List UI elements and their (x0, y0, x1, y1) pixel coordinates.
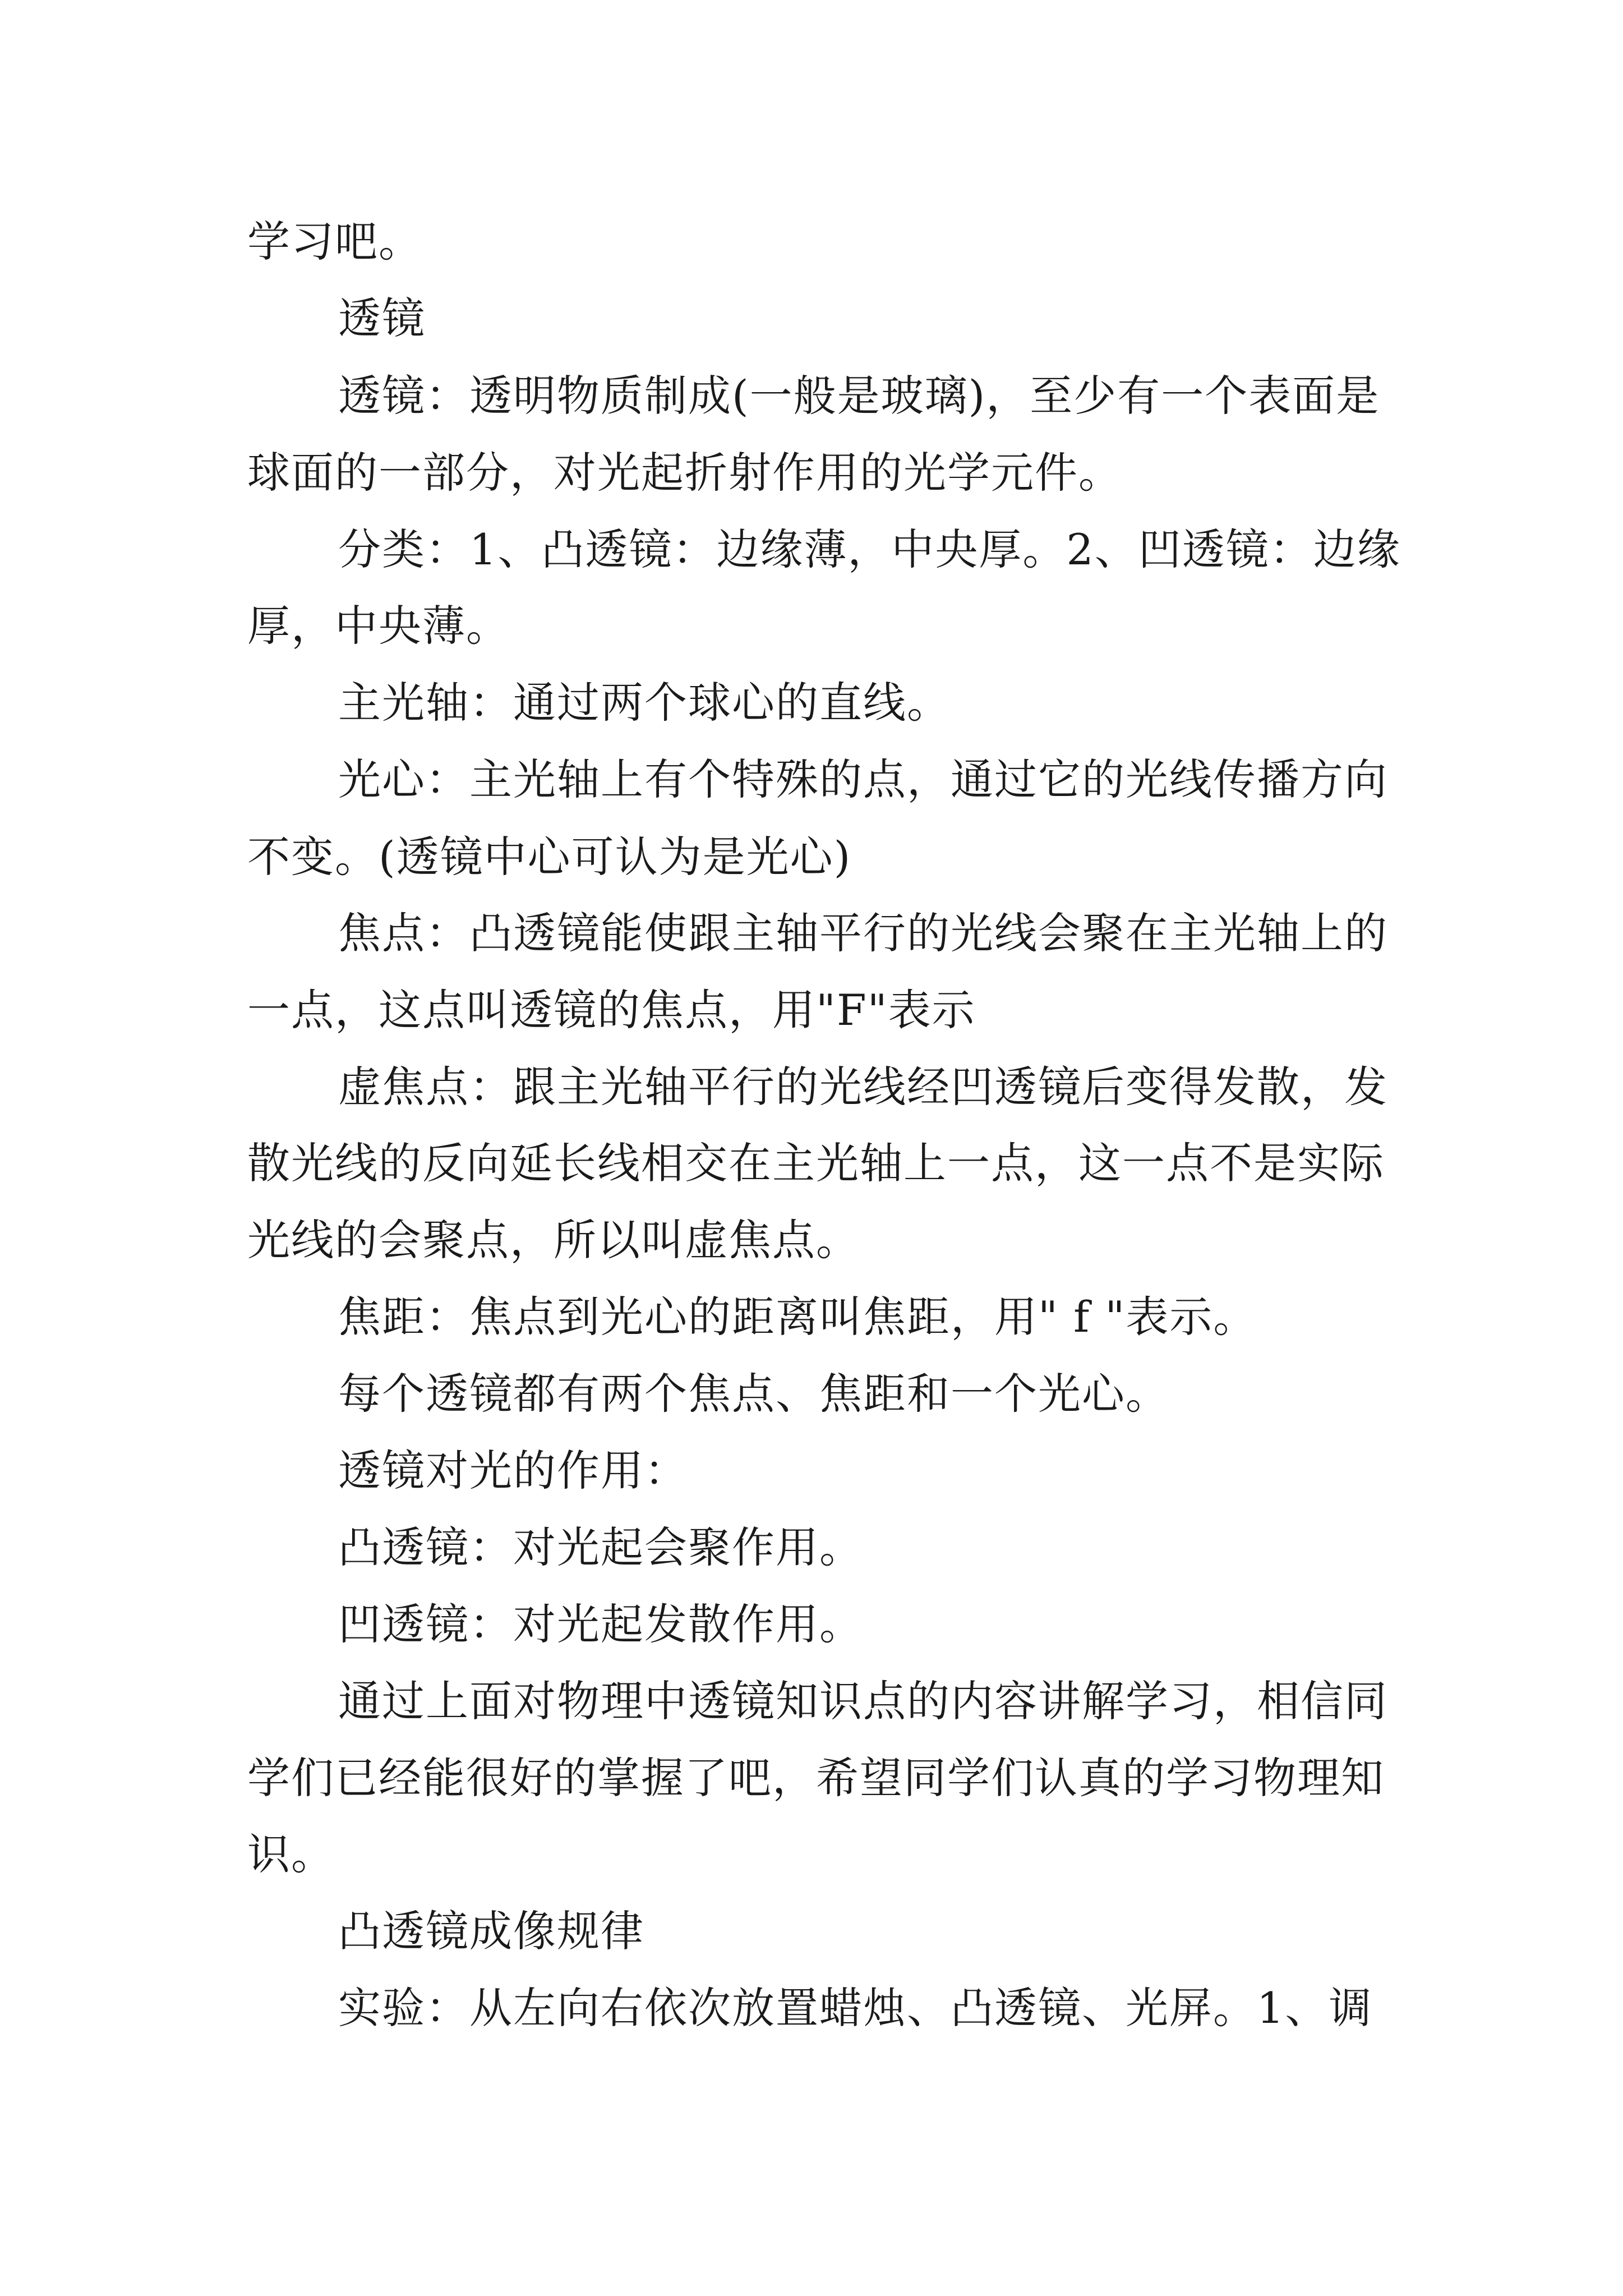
text-line: 球面的一部分，对光起折射作用的光学元件。 (247, 448, 1122, 498)
text-line: 实验：从左向右依次放置蜡烛、凸透镜、光屏。1、调 (338, 1983, 1373, 2033)
text-line: 厚，中央薄。 (247, 601, 510, 651)
text-line: 每个透镜都有两个焦点、焦距和一个光心。 (338, 1369, 1169, 1419)
text-line: 光心：主光轴上有个特殊的点，通过它的光线传播方向 (338, 754, 1388, 804)
text-line: 虚焦点：跟主光轴平行的光线经凹透镜后变得发散，发 (338, 1062, 1388, 1112)
text-line: 通过上面对物理中透镜知识点的内容讲解学习，相信同 (338, 1676, 1388, 1726)
text-line: 分类：1、凸透镜：边缘薄，中央厚。2、凹透镜：边缘 (338, 524, 1401, 574)
text-line: 焦点：凸透镜能使跟主轴平行的光线会聚在主光轴上的 (338, 908, 1388, 958)
text-line: 识。 (247, 1829, 335, 1879)
text-line: 一点，这点叫透镜的焦点，用"F"表示 (247, 985, 976, 1035)
text-line: 不变。(透镜中心可认为是光心) (247, 832, 852, 882)
text-line: 学习吧。 (247, 217, 422, 266)
text-line: 透镜：透明物质制成(一般是玻璃)，至少有一个表面是 (338, 371, 1380, 421)
text-line: 光线的会聚点，所以叫虚焦点。 (247, 1215, 860, 1265)
section-heading: 透镜 (338, 293, 426, 343)
text-line: 焦距：焦点到光心的距离叫焦距，用" f "表示。 (338, 1292, 1257, 1342)
text-line: 散光线的反向延长线相交在主光轴上一点，这一点不是实际 (247, 1138, 1385, 1188)
text-line: 透镜对光的作用： (338, 1446, 688, 1496)
text-line: 凹透镜：对光起发散作用。 (338, 1599, 863, 1649)
text-line: 凸透镜：对光起会聚作用。 (338, 1522, 863, 1572)
text-line: 学们已经能很好的掌握了吧，希望同学们认真的学习物理知 (247, 1753, 1385, 1803)
section-heading: 凸透镜成像规律 (338, 1906, 644, 1956)
text-line: 主光轴：通过两个球心的直线。 (338, 678, 951, 728)
